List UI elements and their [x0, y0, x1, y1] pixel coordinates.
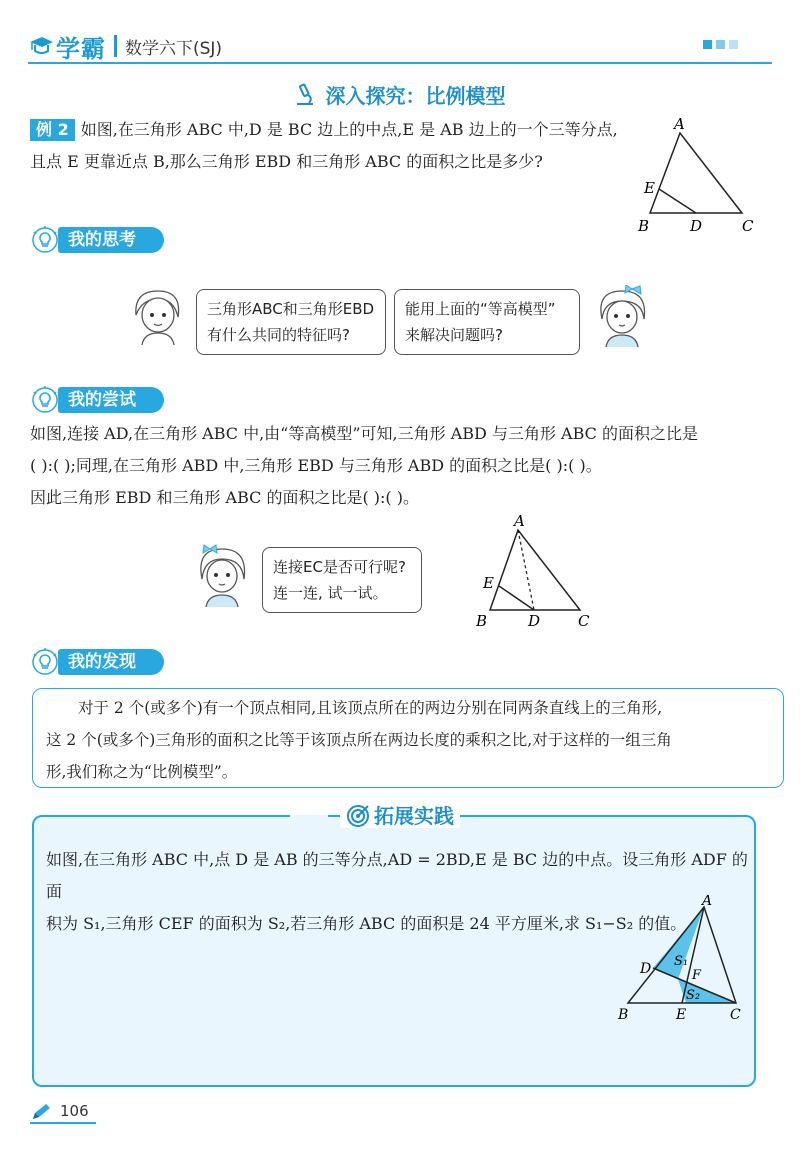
section-label-thinking — [30, 226, 164, 254]
girl-avatar-right — [592, 285, 654, 349]
girl-avatar-left — [128, 285, 188, 347]
practice-title-text: 拓展实践 — [374, 804, 454, 828]
segment-ed — [659, 189, 696, 213]
attempt-text-line: 因此三角形 EBD 和三角形 ABC 的面积之比是( ):( )。 — [30, 488, 419, 507]
discovery-text-line: 对于 2 个(或多个)有一个顶点相同,且该顶点所在的两边分别在同两条直线上的三角形, — [78, 699, 663, 717]
lightbulb-icon — [30, 226, 62, 254]
header-square-decoration — [729, 40, 738, 49]
label-d: D — [690, 217, 703, 235]
label-b: B — [618, 1007, 629, 1023]
microscope-icon — [294, 83, 316, 107]
example-text-line: 且点 E 更靠近点 B,那么三角形 EBD 和三角形 ABC 的面积之比是多少? — [30, 152, 543, 171]
label-c: C — [730, 1007, 741, 1023]
brand-logo-text: 学霸 — [56, 34, 106, 63]
bubble-text-line: 连一连, 试一试。 — [273, 584, 388, 602]
label-a: A — [702, 895, 713, 909]
header-square-decoration — [716, 40, 725, 49]
section-title-text: 深入探究：比例模型 — [325, 84, 506, 108]
attempt-text-line: ( ):( );同理,在三角形 ABD 中,三角形 EBD 与三角形 ABD 的面积之比是( ):( )。 — [30, 456, 602, 475]
label-s1: S₁ — [674, 954, 689, 969]
label-c: C — [742, 217, 754, 235]
example-text-line: 如图,在三角形 ABC 中,D 是 BC 边上的中点,E 是 AB 边上的一个三等分点, — [80, 120, 618, 139]
label-c: C — [578, 612, 590, 630]
section-label-text: 我的发现 — [58, 649, 164, 675]
header-square-decoration — [703, 40, 712, 49]
example-triangle-figure — [630, 115, 770, 240]
triangle-abc — [650, 133, 742, 213]
book-title: 数学六下(SJ) — [125, 38, 223, 59]
graduation-cap-icon — [28, 33, 54, 59]
section-title — [0, 80, 800, 109]
header — [28, 30, 222, 62]
practice-text-line: 如图,在三角形 ABC 中,点 D 是 AB 的三等分点,AD = 2BD,E 是 BC 边的中点。设三角形 ADF 的面 — [46, 850, 748, 901]
bubble-text-line: 连接EC是否可行呢? — [273, 558, 406, 576]
label-d: D — [528, 612, 541, 630]
speech-bubble-left — [196, 289, 386, 355]
label-a: A — [674, 115, 685, 133]
section-label-discovery — [30, 648, 164, 676]
label-b: B — [476, 612, 488, 630]
label-s2: S₂ — [686, 988, 701, 1003]
example-badge: 例 2 — [30, 119, 75, 141]
label-e: E — [676, 1007, 687, 1023]
attempt-triangle-figure — [470, 512, 600, 632]
lightbulb-icon — [30, 386, 62, 414]
bubble-text-line: 来解决问题吗? — [405, 326, 503, 344]
attempt-text — [30, 418, 790, 514]
target-icon — [346, 804, 370, 828]
brand-separator — [114, 35, 117, 57]
discovery-text-line: 这 2 个(或多个)三角形的面积之比等于该顶点所在两边长度的乘积之比,对于这样的一组三角 — [46, 731, 672, 749]
segment-ed — [499, 586, 534, 610]
label-e: E — [644, 179, 655, 197]
bubble-text-line: 能用上面的“等高模型” — [405, 300, 556, 318]
bubble-text-line: 三角形ABC和三角形EBD — [207, 300, 375, 318]
speech-bubble-attempt — [262, 547, 422, 613]
section-label-text: 我的尝试 — [58, 387, 164, 413]
triangle-abc — [490, 530, 580, 610]
speech-bubble-right — [394, 289, 580, 355]
bubble-text-line: 有什么共同的特征吗? — [207, 326, 350, 344]
label-f: F — [692, 968, 702, 983]
label-d: D — [640, 961, 652, 977]
practice-title — [0, 800, 800, 829]
section-label-text: 我的思考 — [58, 227, 164, 253]
practice-triangle-figure — [610, 895, 750, 1025]
label-b: B — [638, 217, 650, 235]
pencil-icon — [30, 1102, 54, 1122]
section-label-attempt — [30, 386, 164, 414]
practice-text-line: 积为 S₁,三角形 CEF 的面积为 S₂,若三角形 ABC 的面积是 24 平方厘米,求 S₁−S₂ 的值。 — [46, 914, 687, 933]
header-rule — [28, 62, 772, 64]
discovery-text-line: 形,我们称之为“比例模型”。 — [46, 763, 238, 781]
footer-rule — [30, 1122, 96, 1124]
label-e: E — [483, 574, 494, 592]
lightbulb-icon — [30, 648, 62, 676]
practice-title-line — [290, 815, 328, 817]
label-a: A — [514, 512, 525, 530]
discovery-text — [46, 692, 776, 788]
segment-ad-dashed — [518, 530, 534, 610]
page-number: 106 — [60, 1102, 89, 1120]
attempt-text-line: 如图,连接 AD,在三角形 ABC 中,由“等高模型”可知,三角形 ABD 与三角形 ABC 的面积之比是 — [30, 424, 698, 443]
girl-avatar-attempt — [192, 543, 254, 609]
example-problem — [30, 114, 640, 178]
